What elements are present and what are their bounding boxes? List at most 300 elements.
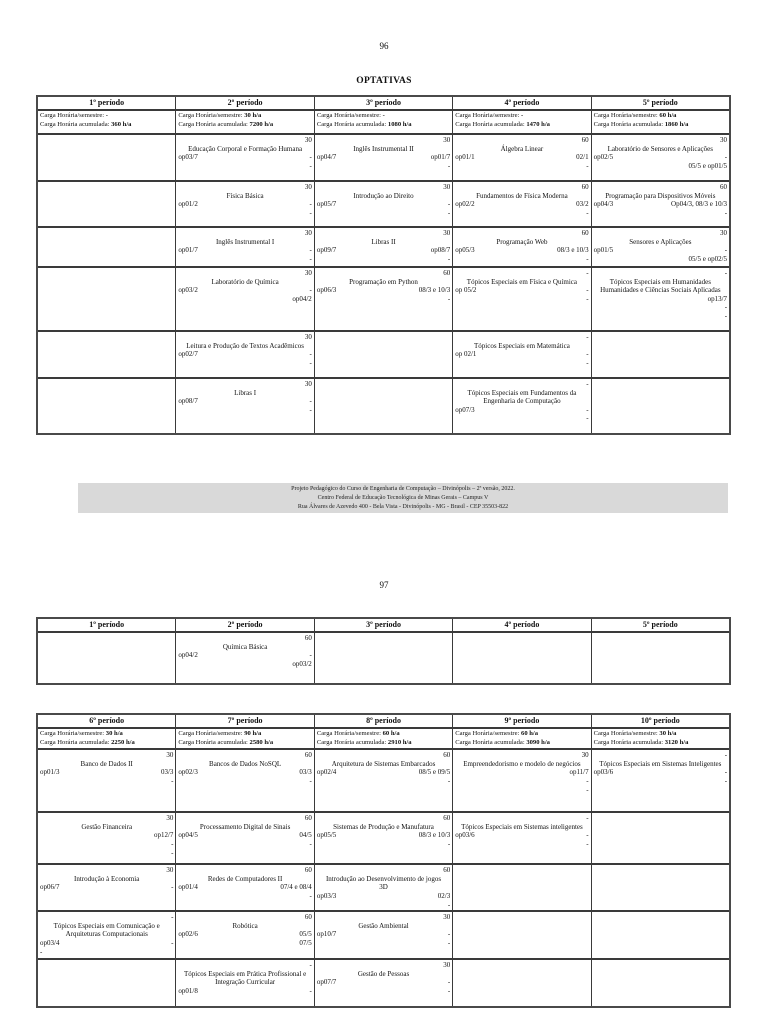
course-cell-content	[317, 136, 450, 170]
period-header: 2º período	[175, 619, 313, 631]
course-title: Tópicos Especiais em Humanidades Humanidades e Ciências Sociais Aplicadas	[600, 277, 721, 295]
carga-semestre-value: 30 h/a	[105, 730, 123, 737]
course-hours: 30	[581, 751, 589, 760]
course-cell	[452, 268, 590, 330]
course-code-extra: -	[447, 208, 451, 217]
course-code-extra: -	[171, 839, 174, 848]
carga-cell	[452, 729, 590, 748]
course-cell	[175, 912, 313, 958]
course-hours: 60	[720, 183, 728, 191]
course-cell	[175, 813, 313, 863]
table-row	[38, 180, 729, 226]
course-code-extra: -	[586, 785, 589, 794]
page-number-97: 97	[379, 580, 389, 590]
table-row	[38, 377, 729, 433]
course-title: Laboratório de Sensores e Aplicações	[607, 144, 713, 153]
course-hours: 60	[304, 866, 312, 875]
course-codes	[317, 892, 450, 901]
course-codes	[178, 987, 311, 996]
course-code-right: -	[171, 883, 174, 892]
carga-acumulada-value: 1080 h/a	[387, 120, 412, 128]
course-code-right: 08/3 e 10/3	[418, 831, 451, 840]
course-cell	[452, 379, 590, 433]
course-codes	[40, 939, 173, 948]
course-code-extra: -	[586, 839, 589, 848]
course-title: Programação Web	[496, 237, 548, 246]
course-code-extra: -	[309, 405, 312, 414]
course-cell-content	[178, 814, 311, 848]
course-code-left: op01/3	[40, 768, 60, 777]
carga-cell	[591, 729, 729, 748]
course-hours: 30	[720, 229, 728, 237]
course-code-right: op12/7	[153, 831, 174, 840]
course-code-right: 03/3	[299, 768, 312, 777]
course-code-right: -	[309, 286, 312, 295]
course-cell	[314, 750, 452, 811]
course-code-right: 04/5	[299, 831, 312, 840]
course-title: Banco de Dados II	[80, 759, 133, 768]
course-code-extra: -	[309, 358, 312, 367]
course-codes	[317, 200, 450, 209]
carga-cell	[591, 111, 729, 133]
course-code-right: -	[309, 153, 312, 162]
carga-semestre-value: -	[382, 112, 385, 119]
carga-horaria-row	[38, 727, 729, 748]
course-code-extra: -	[447, 294, 451, 303]
course-cell	[175, 135, 313, 180]
course-code-left: op09/7	[316, 246, 337, 255]
course-code-left: op04/5	[178, 831, 198, 840]
course-hours: 30	[304, 183, 312, 191]
empty-cell	[38, 135, 175, 180]
course-cell-content	[178, 333, 311, 367]
course-cell-content	[40, 913, 173, 956]
course-cell	[175, 750, 313, 811]
course-cell-content	[317, 961, 450, 995]
course-hours: -	[724, 751, 728, 760]
course-cell	[591, 182, 729, 226]
course-code-extra: -	[724, 303, 728, 312]
course-codes	[178, 246, 311, 255]
course-code-right: -	[724, 768, 728, 777]
carga-acumulada-value: 7200 h/a	[249, 120, 274, 128]
period-header: 3º período	[314, 619, 452, 631]
course-code-extra: -	[171, 776, 174, 785]
course-code-extra: -	[447, 254, 451, 263]
course-title: Tópicos Especiais em Comunicação e Arquiteturas Computacionais	[53, 921, 160, 939]
course-code-extra: -	[309, 161, 312, 170]
course-title: Fundamentos de Física Moderna	[476, 191, 568, 200]
table-row	[38, 748, 729, 811]
course-cell	[314, 182, 452, 226]
course-code-left: op07/7	[316, 978, 337, 987]
page-footer	[78, 483, 728, 513]
course-codes	[40, 831, 173, 840]
course-code-extra: -	[586, 161, 589, 170]
course-cell-content	[178, 269, 311, 303]
course-code-left: op01/8	[178, 986, 198, 995]
course-title: Robótica	[232, 921, 258, 930]
course-code-left: op01/1	[455, 153, 475, 162]
course-hours: -	[309, 961, 312, 970]
course-title: Tópicos Especiais em Matemática	[474, 341, 570, 350]
course-hours: 60	[304, 751, 312, 760]
course-codes	[594, 153, 727, 162]
course-hours: -	[724, 269, 728, 277]
course-hours: -	[586, 814, 589, 823]
course-hours: 30	[304, 333, 312, 341]
course-cell	[314, 813, 452, 863]
course-cell-content	[178, 229, 311, 263]
course-code-left: op08/7	[178, 397, 198, 406]
period-header: 3º período	[314, 97, 452, 109]
carga-acumulada-value: 2250 h/a	[111, 738, 135, 746]
optativas-table-periods-1-5-continued	[36, 617, 731, 685]
course-code-extra: -	[586, 414, 589, 423]
carga-acumulada: Carga Horária acumulada: 1470 h/a	[455, 120, 550, 128]
course-codes	[178, 883, 311, 892]
carga-semestre-value: 60 h/a	[521, 730, 539, 737]
course-code-left: op04/2	[178, 651, 198, 660]
course-hours: -	[586, 380, 589, 388]
course-cell-content	[40, 751, 173, 785]
course-hours: 60	[304, 913, 312, 922]
course-code-extra: 05/5 e op01/5	[688, 161, 728, 170]
period-header: 6º período	[89, 716, 125, 725]
course-cell-content	[40, 814, 173, 857]
course-title: Inglês Instrumental II	[353, 144, 414, 153]
course-cell-content	[594, 183, 727, 217]
course-cell-content	[178, 913, 311, 947]
course-codes	[317, 153, 450, 162]
course-code-right: -	[309, 200, 312, 209]
empty-cell	[38, 379, 175, 433]
empty-cell	[591, 865, 729, 910]
carga-acumulada: Carga Horária acumulada: 2580 h/a	[178, 738, 274, 746]
course-cell-content	[455, 814, 588, 848]
table-row	[38, 958, 729, 1006]
course-hours: 30	[443, 913, 451, 922]
course-codes	[178, 397, 311, 406]
course-code-extra: -	[586, 776, 589, 785]
course-cell	[314, 960, 452, 1006]
course-codes	[178, 651, 311, 660]
empty-cell	[452, 865, 590, 910]
empty-cell	[314, 633, 452, 683]
table-header-row	[38, 715, 729, 727]
course-codes	[594, 200, 727, 209]
course-code-right: 08/5 e 09/5	[418, 768, 451, 777]
course-cell	[591, 750, 729, 811]
course-hours: -	[171, 913, 174, 922]
carga-semestre-value: 30 h/a	[244, 112, 262, 119]
empty-cell	[452, 912, 590, 958]
course-cell-content	[40, 866, 173, 892]
table-row	[38, 811, 729, 863]
course-code-right: 02/1	[576, 153, 589, 162]
course-title: Introdução ao Direito	[353, 191, 414, 200]
table-row	[38, 863, 729, 910]
course-codes	[455, 768, 588, 777]
course-cell	[452, 182, 590, 226]
table-header-row	[38, 619, 729, 631]
carga-acumulada-value: 360 h/a	[111, 120, 132, 128]
course-code-left: op03/2	[178, 286, 198, 295]
course-cell-content	[178, 183, 311, 217]
course-code-right: op11/7	[569, 768, 589, 777]
period-header: 1º período	[89, 98, 125, 107]
course-title: Tópicos Especiais em Fundamentos da Engenharia de Computação	[467, 388, 577, 406]
course-cell-content	[178, 634, 311, 668]
carga-acumulada: Carga Horária acumulada: 360 h/a	[40, 120, 132, 128]
course-code-extra: 05/5 e op02/5	[688, 254, 728, 263]
course-title: Introdução ao Desenvolvimento de jogos 3D	[325, 874, 442, 892]
course-cell	[591, 228, 729, 266]
course-hours: -	[586, 333, 589, 341]
course-code-right: -	[724, 153, 728, 162]
course-codes	[455, 246, 588, 255]
course-cell	[452, 228, 590, 266]
course-code-left: op10/7	[316, 930, 337, 939]
course-cell-content	[594, 751, 727, 785]
course-hours: 30	[443, 229, 451, 237]
empty-cell	[452, 960, 590, 1006]
carga-acumulada: Carga Horária acumulada: 7200 h/a	[178, 120, 274, 128]
carga-acumulada-value: 1860 h/a	[664, 120, 689, 128]
course-hours: 30	[304, 380, 312, 388]
course-code-extra: -	[447, 839, 451, 848]
section-title-optativas: OPTATIVAS	[356, 76, 412, 86]
course-title: Sistemas de Produção e Manufatura	[333, 822, 434, 831]
course-cell-content	[594, 269, 727, 321]
course-cell-content	[594, 136, 727, 170]
course-code-extra: 07/5	[299, 938, 312, 947]
course-cell-content	[178, 136, 311, 170]
carga-cell	[314, 111, 452, 133]
course-code-bottom-left: -	[40, 947, 43, 956]
course-cell-content	[178, 751, 311, 785]
course-code-left: op 02/1	[455, 350, 477, 359]
carga-cell	[452, 111, 590, 133]
carga-acumulada-value: 3120 h/a	[664, 738, 689, 746]
course-code-right: -	[171, 938, 174, 947]
course-code-extra: -	[447, 986, 451, 995]
course-code-right: 03/3	[160, 768, 174, 777]
course-cell-content	[455, 183, 588, 217]
carga-acumulada: Carga Horária acumulada: 1860 h/a	[593, 120, 689, 128]
course-title: Inglês Instrumental I	[215, 237, 275, 246]
course-cell-content	[178, 866, 311, 900]
course-cell	[175, 268, 313, 330]
course-code-right: op08/7	[430, 246, 451, 255]
table-row	[38, 631, 729, 683]
course-title: Educação Corporal e Formação Humana	[188, 144, 303, 153]
course-code-extra: -	[724, 776, 728, 785]
empty-cell	[38, 268, 175, 330]
table-row	[38, 266, 729, 330]
course-cell-content	[317, 229, 450, 263]
course-codes	[178, 831, 311, 840]
course-codes	[594, 768, 727, 777]
course-cell	[314, 228, 452, 266]
course-code-right: 07/4 e 08/4	[280, 883, 312, 892]
course-code-left: op01/7	[178, 246, 198, 255]
course-code-left: op02/5	[593, 153, 614, 162]
course-code-left: op07/3	[455, 405, 475, 414]
course-code-extra: -	[447, 161, 451, 170]
course-title: Programação para Dispositivos Móveis	[605, 191, 716, 200]
course-codes	[317, 978, 450, 987]
course-codes	[455, 200, 588, 209]
course-hours: 60	[443, 751, 451, 760]
course-codes	[594, 295, 727, 304]
empty-cell	[591, 332, 729, 377]
course-code-left: op05/5	[316, 831, 337, 840]
carga-acumulada-value: 2910 h/a	[387, 738, 412, 746]
course-cell	[175, 182, 313, 226]
period-header: 9º período	[452, 715, 590, 727]
course-title: Libras I	[234, 388, 257, 397]
course-code-right: -	[586, 286, 589, 295]
course-hours: 60	[304, 634, 312, 642]
course-code-left: op03/6	[593, 768, 614, 777]
course-codes	[455, 286, 588, 295]
course-cell	[314, 912, 452, 958]
course-code-right: op01/7	[430, 153, 451, 162]
optativas-table-periods-1-5	[36, 95, 731, 435]
course-code-extra: -	[309, 776, 312, 785]
course-code-right: -	[309, 397, 312, 406]
course-cell-content	[455, 269, 588, 303]
course-title: Bancos de Dados NoSQL	[209, 759, 282, 768]
course-code-extra: -	[309, 208, 312, 217]
course-cell-content	[455, 751, 588, 794]
course-code-left: op03/4	[40, 938, 60, 947]
course-cell	[314, 865, 452, 910]
period-header: 5º período	[591, 619, 729, 631]
course-code-extra: -	[586, 254, 589, 263]
course-hours: 60	[581, 183, 589, 191]
course-code-right: 05/5	[299, 930, 312, 939]
carga-horaria-row	[38, 109, 729, 133]
course-hours: 30	[166, 751, 174, 760]
course-hours: 30	[443, 183, 451, 191]
course-codes	[178, 930, 311, 939]
carga-cell	[38, 729, 175, 748]
course-codes	[178, 153, 311, 162]
carga-cell	[38, 111, 175, 133]
carga-semestre: Carga Horária/semestre: 30 h/a	[593, 730, 677, 737]
course-code-extra: -	[586, 358, 589, 367]
period-header: 7º período	[175, 715, 313, 727]
course-cell-content	[455, 229, 588, 263]
course-title: Libras II	[371, 237, 396, 246]
course-title: Tópicos Especiais em Prática Profissional e Integração Curricular	[183, 969, 307, 987]
empty-cell	[591, 813, 729, 863]
course-cell	[175, 228, 313, 266]
course-codes	[594, 246, 727, 255]
carga-semestre-value: 90 h/a	[244, 730, 262, 737]
course-cell-content	[317, 866, 450, 909]
carga-semestre-value: 60 h/a	[382, 730, 400, 737]
course-code-extra: -	[447, 776, 451, 785]
course-codes	[178, 200, 311, 209]
course-cell	[452, 332, 590, 377]
carga-acumulada: Carga Horária acumulada: 3090 h/a	[455, 738, 550, 746]
course-code-extra: op03/2	[292, 659, 312, 668]
course-cell	[591, 268, 729, 330]
course-code-left: op06/3	[316, 286, 337, 295]
course-codes	[455, 350, 588, 359]
empty-cell	[38, 960, 175, 1006]
course-code-extra: -	[447, 900, 451, 909]
empty-cell	[314, 379, 452, 433]
course-title: Tópicos Especiais em Sistemas inteligentes	[461, 822, 583, 831]
course-cell	[38, 750, 175, 811]
period-header: 4º período	[452, 619, 590, 631]
course-title: Sensores e Aplicações	[629, 237, 692, 246]
empty-cell	[38, 228, 175, 266]
course-cell	[452, 813, 590, 863]
course-title: Empreendedorismo e modelo de negócios	[463, 759, 581, 768]
course-code-extra: -	[309, 839, 312, 848]
course-cell-content	[317, 814, 450, 848]
course-codes	[317, 286, 450, 295]
carga-semestre-value: 30 h/a	[659, 730, 677, 737]
course-codes	[40, 883, 173, 892]
course-cell-content	[317, 183, 450, 217]
course-cell	[175, 379, 313, 433]
course-cell-content	[178, 380, 311, 414]
course-cell-content	[317, 913, 450, 947]
table-row	[38, 226, 729, 266]
course-code-right: -	[447, 930, 451, 939]
course-code-left: op02/7	[178, 350, 198, 359]
course-codes	[178, 350, 311, 359]
course-cell	[452, 750, 590, 811]
course-cell	[175, 865, 313, 910]
footer-line-1: Projeto Pedagógico do Curso de Engenharia de Computação – Divinópolis – 2ª versão, 2022.	[291, 486, 515, 492]
course-code-extra: -	[309, 891, 312, 900]
course-codes	[455, 406, 588, 415]
course-title: Química Básica	[222, 642, 268, 651]
course-cell-content	[594, 229, 727, 263]
empty-cell	[38, 332, 175, 377]
course-code-left: op06/7	[40, 883, 60, 892]
course-hours: 30	[166, 814, 174, 823]
course-hours: 60	[581, 229, 589, 237]
course-hours: 30	[304, 136, 312, 144]
course-title: Gestão de Pessoas	[357, 969, 410, 978]
course-code-right: -	[309, 651, 312, 660]
period-header: 2º período	[175, 97, 313, 109]
course-code-right: 03/2	[576, 200, 589, 209]
course-title: Processamento Digital de Sinais	[199, 822, 291, 831]
course-code-extra: -	[724, 208, 728, 217]
course-codes	[455, 831, 588, 840]
course-codes	[317, 246, 450, 255]
course-code-left: op02/4	[316, 768, 337, 777]
course-codes	[178, 768, 311, 777]
period-header: 1º período	[89, 620, 125, 629]
empty-cell	[38, 182, 175, 226]
course-codes	[317, 768, 450, 777]
course-code-extra: -	[309, 254, 312, 263]
period-header: 8º período	[314, 715, 452, 727]
course-code-left: op02/6	[178, 930, 198, 939]
carga-acumulada-value: 1470 h/a	[526, 120, 550, 128]
course-hours: 60	[581, 136, 589, 144]
